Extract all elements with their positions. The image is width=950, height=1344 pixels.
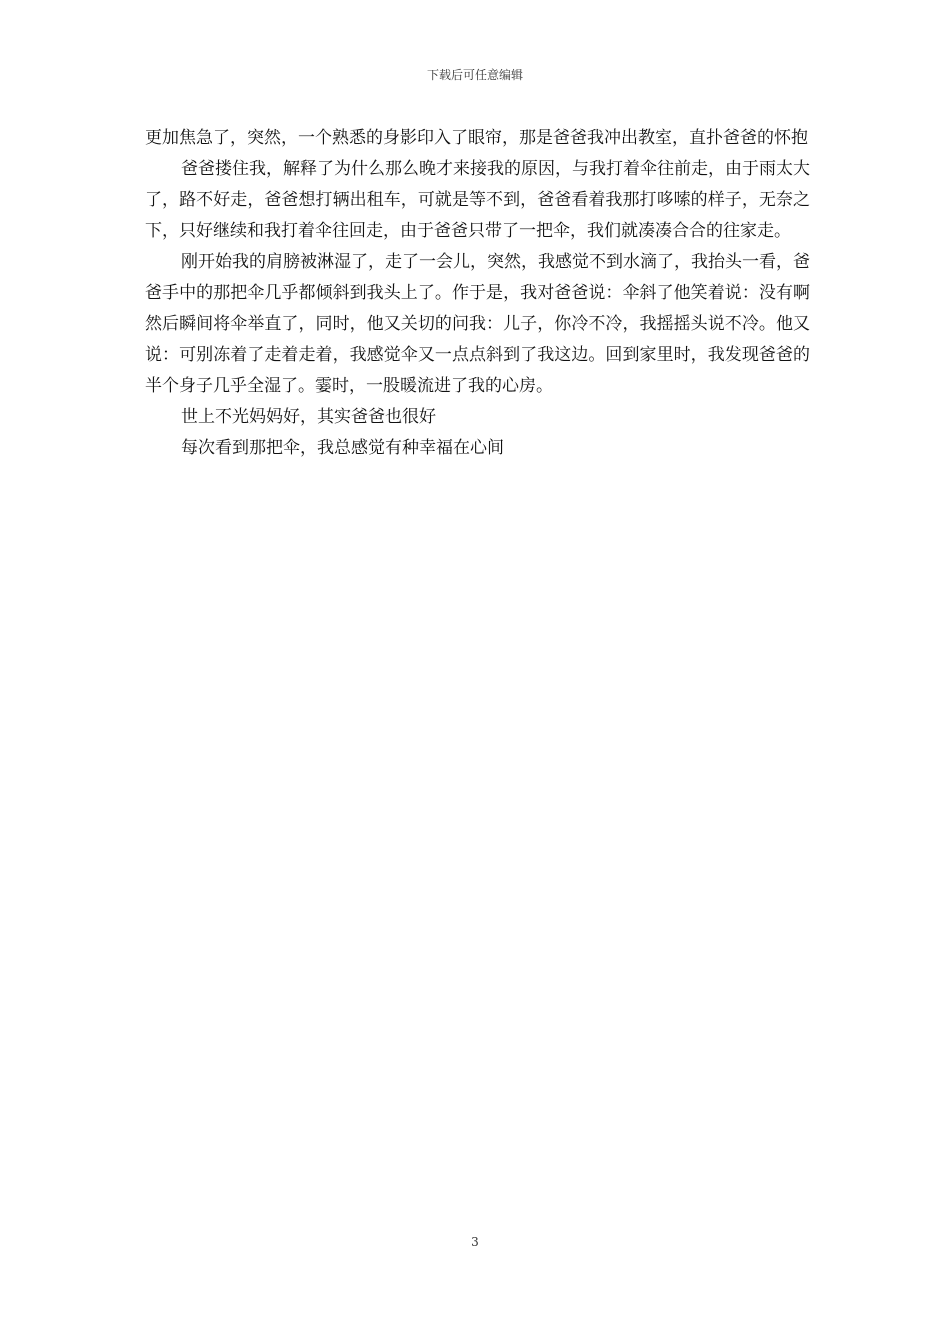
paragraph: 爸爸搂住我，解释了为什么那么晚才来接我的原因，与我打着伞往前走，由于雨太大了，路不好走，爸爸想打辆出租车，可就是等不到，爸爸看着我那打哆嗦的样子，无奈之下，只好继续和我打着伞往回走，由于爸爸只带了一把伞，我们就凑凑合合的往家走。 — [145, 159, 810, 241]
paragraph: 世上不光妈妈好，其实爸爸也很好 — [181, 407, 436, 427]
paragraph-continuation: 更加焦急了，突然，一个熟悉的身影印入了眼帘，那是爸爸我冲出教室，直扑爸爸的怀抱 — [145, 128, 808, 148]
paragraph: 刚开始我的肩膀被淋湿了，走了一会儿，突然，我感觉不到水滴了，我抬头一看，爸爸手中的那把伞几乎都倾斜到我头上了。作于是，我对爸爸说：伞斜了他笑着说：没有啊然后瞬间将伞举直了，同时，他又关切的问我：儿子，你冷不冷，我摇摇头说不冷。他又说：可别冻着了走着走着，我感觉伞又一点点斜到了我这边。回到家里时，我发现爸爸的半个身子几乎全湿了。霎时，一股暖流进了我的心房。 — [145, 252, 810, 396]
page-number: 3 — [471, 1235, 479, 1249]
document-body — [145, 123, 810, 464]
paragraph: 每次看到那把伞，我总感觉有种幸福在心间 — [181, 438, 504, 458]
page-header: 下载后可任意编辑 — [426, 68, 523, 82]
